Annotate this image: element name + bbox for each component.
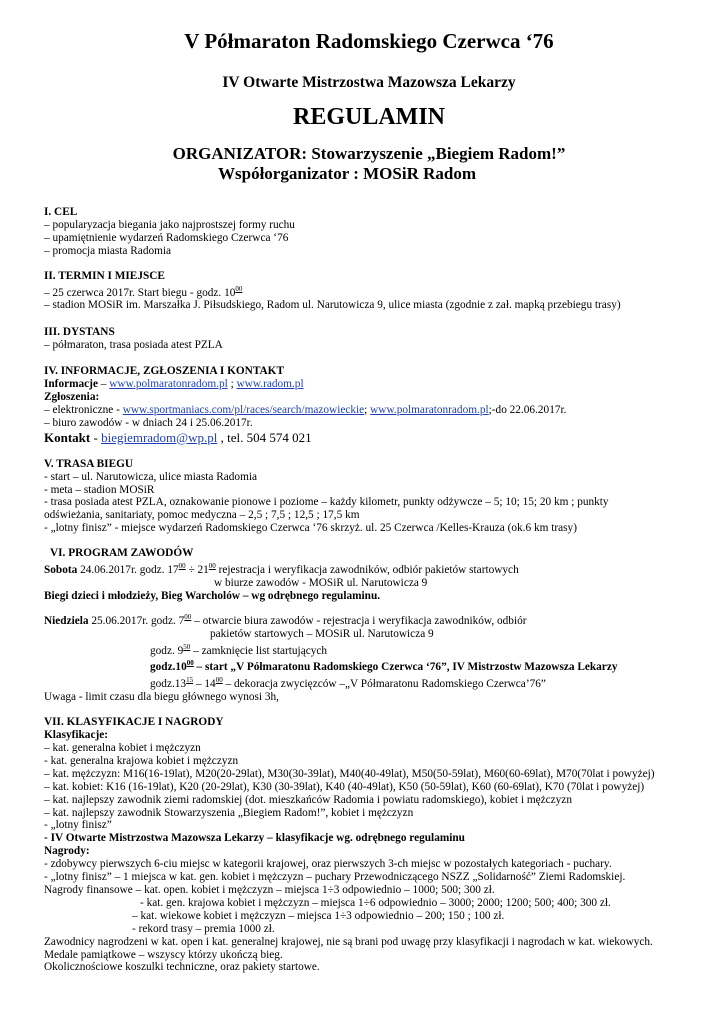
route-line: odświeżania, sanitariaty, pomoc medyczna – 2,5 ; 7,5 ; 12,5 ; 17,5 km [44, 509, 360, 522]
regulations-document [44, 28, 694, 974]
section-heading: V. TRASA BIEGU [44, 457, 134, 470]
doctors-championship-line: - IV Otwarte Mistrzostwa Mazowsza Lekarzy – klasyfikacje wg. odrębnego regulaminu [44, 832, 465, 845]
prize-line: – kat. wiekowe kobiet i mężczyzn – miejsca 1÷3 odpowiednio – 200; 150 ; 100 zł. [132, 909, 505, 922]
prize-line: Nagrody finansowe – kat. open. kobiet i mężczyzn – miejsca 1÷3 odpowiednio – 1000; 500; 300 zł. [44, 883, 495, 896]
section-heading: VII. KLASYFIKACJE I NAGRODY [44, 716, 224, 729]
section-program [44, 547, 694, 704]
contact-email-link[interactable]: biegiemradom@wp.pl [101, 429, 218, 445]
distance-line: – półmaraton, trasa posiada atest PZLA [44, 339, 223, 352]
document-subtitle: IV Otwarte Mistrzostwa Mazowsza Lekarzy [222, 74, 516, 91]
prize-line: - rekord trasy – premia 1000 zł. [132, 922, 275, 935]
classification-line: – kat. kobiet: K16 (16-19lat), K20 (20-29lat), K30 (30-39lat), K40 (40-49lat), K50 (50-59lat), K60 (60-69lat), K70 (70lat i powyżej) [44, 780, 645, 793]
registration-online-line: – elektroniczne - www.sportmaniacs.com/pl/races/search/mazowieckie; www.polmaratonradom.pl;-do 22.06.2017r. [44, 403, 567, 416]
info-line: Informacje – www.polmaratonradom.pl ; www.radom.pl [44, 378, 304, 391]
time-limit-note: Uwaga - limit czasu dla biegu głównego wynosi 3h, [44, 691, 279, 704]
classification-line: – kat. mężczyzn: M16(16-19lat), M20(20-29lat), M30(30-39lat), M40(40-49lat), M50(50-59lat), M60(60-69lat), M70(70lat i powyżej) [44, 767, 655, 780]
sunday-line-3: godz. $9^{50}$ – zamknięcie list startujących [150, 642, 328, 657]
classification-line: - kat. generalna krajowa kobiet i mężczyzn [44, 754, 239, 767]
goal-line: – promocja miasta Radomia [44, 244, 172, 257]
section-goal [44, 206, 694, 258]
section-heading: I. CEL [44, 206, 78, 218]
closing-line: Medale pamiątkowe – wszyscy którzy ukończą bieg. [44, 948, 283, 961]
section-heading: III. DYSTANS [44, 326, 115, 339]
goal-line: – popularyzacja biegania jako najprostszej formy ruchu [44, 218, 295, 231]
prize-line: - zdobywcy pierwszych 6-ciu miejsc w kategorii krajowej, oraz pierwszych 3-ch miejsc w pozostałych kategoriach - puchary. [44, 858, 612, 871]
route-line: - meta – stadion MOSiR [44, 483, 155, 496]
prize-line: - „lotny finisz” – 1 miejsca w kat. gen. kobiet i mężczyzn – puchary Przewodniczącego NSZZ „Solidarność” Ziemi Radomskiej. [44, 871, 626, 884]
kids-races-line: Biegi dzieci i młodzieży, Bieg Warcholów – wg odrębnego regulaminu. [44, 589, 381, 602]
sunday-line: Niedziela 25.06.2017r. godz. $7^{00}$ – otwarcie biura zawodów - rejestracja i weryfikacja zawodników, odbiór [44, 612, 527, 627]
registration-label: Zgłoszenia: [44, 390, 100, 403]
classification-line: – kat. najlepszy zawodnik Stowarzyszenia „Biegiem Radom!”, kobiet i mężczyzn [44, 806, 414, 819]
section-heading: II. TERMIN I MIEJSCE [44, 269, 165, 282]
co-organizer-line: Współorganizator : MOSiR Radom [218, 164, 476, 183]
section-distance [44, 326, 694, 352]
document-title: V Półmaraton Radomskiego Czerwca ‘76 [184, 29, 554, 53]
polmaraton-link-2[interactable]: www.polmaratonradom.pl [370, 403, 489, 416]
sportmaniacs-link[interactable]: www.sportmaniacs.com/pl/races/search/mazowieckie [122, 403, 365, 416]
closing-line: Okolicznościowe koszulki techniczne, oraz pakiety startowe. [44, 961, 320, 974]
classification-line: – kat. generalna kobiet i mężczyzn [44, 742, 201, 754]
section-heading: VI. PROGRAM ZAWODÓW [50, 547, 194, 560]
section-date-place [44, 270, 694, 313]
goal-line: – upamiętnienie wydarzeń Radomskiego Czerwca ‘76 [44, 231, 289, 244]
route-line: - trasa posiada atest PZLA, oznakowanie pionowe i poziome – każdy kilometr, punkty odżywcze – 5; 10; 15; 20 km ; punkty [44, 496, 609, 509]
classification-line: – kat. najlepszy zawodnik ziemi radomskiej (dot. mieszkańców Radomia i powiatu radomskiego), kobiet i mężczyzn [44, 793, 572, 806]
sunday-line-5: $godz.13^{15} - 14^{00}$ – dekoracja zwycięzców –„V Półmaratonu Radomskiego Czerwca’76” [150, 676, 546, 691]
radom-link[interactable]: www.radom.pl [236, 378, 304, 391]
section-classifications [44, 716, 694, 974]
sunday-line-2: pakietów startowych – MOSiR ul. Narutowicza 9 [210, 627, 434, 640]
saturday-line-2: w biurze zawodów - MOSiR ul. Narutowicza 9 [214, 576, 428, 589]
route-line: - start – ul. Narutowicza, ulice miasta Radomia [44, 470, 258, 483]
route-line: - „lotny finisz” - miejsce wydarzeń Radomskiego Czerwca ‘76 skrzyż. ul. 25 Czerwca /Kelles-Krauza (ok.6 km trasy) [44, 522, 577, 535]
date-line: – 25 czerwca 2017r. Start biegu - godz. $10^{00}$ [44, 284, 243, 299]
polmaraton-link[interactable]: www.polmaratonradom.pl [109, 378, 228, 391]
saturday-line: Sobota 24.06.2017r. godz. $17^{00} \div 21^{00}$ rejestracja i weryfikacja zawodników, odbiór pakietów startowych [44, 562, 519, 577]
classifications-label: Klasyfikacje: [44, 729, 109, 742]
section-route [44, 458, 694, 535]
sunday-line-4: $godz.10^{00}$ – start „V Półmaratonu Radomskiego Czerwca ‘76”, IV Mistrzostw Mazowsza Lekarzy [150, 659, 618, 674]
prizes-label: Nagrody: [44, 845, 90, 858]
contact-line: Kontakt - biegiemradom@wp.pl , tel. 504 574 021 [44, 429, 312, 445]
classification-line: - „lotny finisz” [44, 819, 112, 832]
regulamin-heading: REGULAMIN [292, 104, 445, 130]
section-heading: IV. INFORMACJE, ZGŁOSZENIA I KONTAKT [44, 365, 284, 378]
registration-office-line: – biuro zawodów - w dniach 24 i 25.06.2017r. [44, 416, 253, 429]
place-line: – stadion MOSiR im. Marszałka J. Piłsudskiego, Radom ul. Narutowicza 9, ulice miasta (zgodnie z zał. mapką przebiegu trasy) [44, 299, 621, 312]
prize-line: - kat. gen. krajowa kobiet i mężczyzn – miejsca 1÷6 odpowiednio – 3000; 2000; 1200; 500; 400; 300 zł. [140, 896, 611, 909]
organizer-line: ORGANIZATOR: Stowarzyszenie „Biegiem Radom!” [172, 144, 566, 163]
section-info [44, 365, 694, 447]
closing-line: Zawodnicy nagrodzeni w kat. open i kat. generalnej krajowej, nie są brani pod uwagę przy klasyfikacji i nagrodach w kat. wiekowych. [44, 935, 653, 948]
